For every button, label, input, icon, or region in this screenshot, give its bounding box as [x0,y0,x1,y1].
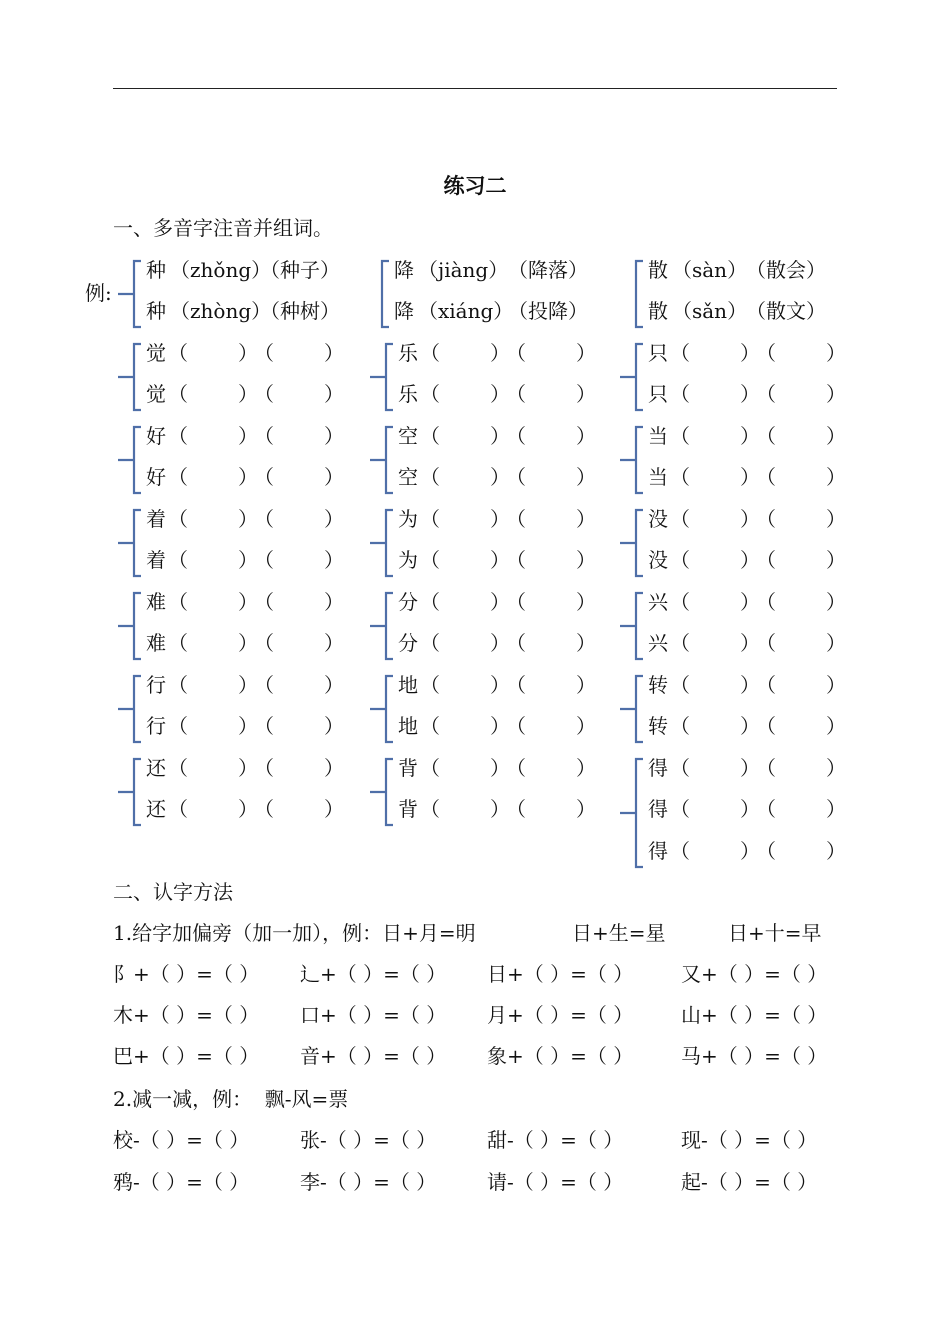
exercise-char: 还 [146,797,166,821]
exercise-item [118,753,343,831]
header-rule [113,88,837,89]
example-item [620,255,880,333]
exercise-char: 地 [398,714,418,738]
word-blank-close: ） [826,507,846,531]
example-pinyin: （sàn） [672,258,748,282]
word-blank-open[interactable]: （ [506,631,526,655]
example-pinyin: （zhǒng） [170,258,272,282]
bracket-icon [370,753,396,831]
add-radical-example-3: 日+十=早 [728,921,822,945]
word-blank-close: ） [324,590,344,614]
bracket-icon [118,255,144,333]
pinyin-blank-close: ） [740,839,760,863]
word-blank-close: ） [826,382,846,406]
exercise-char: 得 [648,797,668,821]
exercise-item [118,587,343,665]
word-blank-close: ） [826,424,846,448]
exercise-item [620,670,845,748]
bracket-icon [620,504,646,582]
exercise-item [118,504,343,582]
exercise-char: 背 [398,756,418,780]
pinyin-blank-open[interactable]: （ [670,548,690,572]
bracket-icon [620,255,646,333]
pinyin-blank-open[interactable]: （ [168,382,188,406]
word-blank-open[interactable]: （ [254,548,274,572]
word-blank-close: ） [826,839,846,863]
word-blank-close: ） [826,548,846,572]
add-radical-exercise[interactable]: 口+（ ）=（ ） [300,1003,447,1027]
word-blank-open[interactable]: （ [506,424,526,448]
pinyin-blank-open[interactable]: （ [420,548,440,572]
word-blank-open[interactable]: （ [254,507,274,531]
word-blank-close: ） [324,382,344,406]
pinyin-blank-close: ） [740,673,760,697]
pinyin-blank-close: ） [740,424,760,448]
pinyin-blank-open[interactable]: （ [420,631,440,655]
subtract-exercise[interactable]: 甜-（ ）=（ ） [487,1128,624,1152]
bracket-icon [620,753,646,873]
word-blank-open[interactable]: （ [506,673,526,697]
exercise-char: 行 [146,673,166,697]
exercise-char: 好 [146,465,166,489]
pinyin-blank-close: ） [740,548,760,572]
pinyin-blank-open[interactable]: （ [420,507,440,531]
word-blank-open[interactable]: （ [254,756,274,780]
exercise-char: 没 [648,507,668,531]
pinyin-blank-close: ） [740,714,760,738]
exercise-char: 分 [398,631,418,655]
add-radical-exercise[interactable]: 巴+（ ）=（ ） [113,1044,260,1068]
pinyin-blank-open[interactable]: （ [168,714,188,738]
pinyin-blank-close: ） [238,714,258,738]
word-blank-close: ） [576,631,596,655]
pinyin-blank-open[interactable]: （ [420,341,440,365]
word-blank-close: ） [576,507,596,531]
word-blank-open[interactable]: （ [756,590,776,614]
example-char: 降 [394,258,414,282]
exercise-item [620,421,845,499]
exercise-char: 只 [648,382,668,406]
pinyin-blank-close: ） [238,465,258,489]
exercise-item [118,421,343,499]
word-blank-close: ） [826,590,846,614]
word-blank-close: ） [826,714,846,738]
exercise-item [118,670,343,748]
word-blank-open[interactable]: （ [756,756,776,780]
add-radical-exercise[interactable]: 日+（ ）=（ ） [487,962,634,986]
subtract-exercise[interactable]: 鸦-（ ）=（ ） [113,1170,250,1194]
pinyin-blank-open[interactable]: （ [670,631,690,655]
example-pinyin: （jiàng） [418,258,509,282]
pinyin-blank-close: ） [740,590,760,614]
pinyin-blank-close: ） [490,424,510,448]
subtract-exercise[interactable]: 现-（ ）=（ ） [681,1128,818,1152]
word-blank-close: ） [324,465,344,489]
exercise-char: 乐 [398,341,418,365]
exercise-char: 兴 [648,590,668,614]
pinyin-blank-open[interactable]: （ [670,507,690,531]
pinyin-blank-close: ） [490,756,510,780]
pinyin-blank-open[interactable]: （ [670,714,690,738]
word-blank-close: ） [576,465,596,489]
pinyin-blank-open[interactable]: （ [168,673,188,697]
bracket-icon [118,670,144,748]
pinyin-blank-close: ） [238,797,258,821]
bracket-icon [370,421,396,499]
bracket-icon [620,421,646,499]
word-blank-close: ） [826,341,846,365]
word-blank-open[interactable]: （ [756,424,776,448]
exercise-item [370,338,595,416]
word-blank-close: ） [826,465,846,489]
pinyin-blank-close: ） [490,341,510,365]
bracket-icon [118,504,144,582]
word-blank-open[interactable]: （ [756,382,776,406]
pinyin-blank-close: ） [238,631,258,655]
exercise-item [370,670,595,748]
exercise-item [620,753,845,873]
word-blank-close: ） [324,756,344,780]
word-blank-open[interactable]: （ [756,714,776,738]
pinyin-blank-open[interactable]: （ [420,673,440,697]
add-radical-example-2: 日+生=星 [572,921,666,945]
exercise-char: 觉 [146,341,166,365]
section1-heading: 一、多音字注音并组词。 [113,216,333,240]
exercise-item [620,587,845,665]
pinyin-blank-close: ） [740,465,760,489]
exercise-char: 还 [146,756,166,780]
pinyin-blank-open[interactable]: （ [168,590,188,614]
word-blank-close: ） [576,673,596,697]
word-blank-open[interactable]: （ [254,465,274,489]
exercise-item [370,504,595,582]
pinyin-blank-close: ） [740,507,760,531]
word-blank-close: ） [324,548,344,572]
pinyin-blank-close: ） [490,507,510,531]
pinyin-blank-close: ） [490,714,510,738]
word-blank-close: ） [826,673,846,697]
example-char: 种 [146,258,166,282]
bracket-icon [118,338,144,416]
pinyin-blank-open[interactable]: （ [168,548,188,572]
pinyin-blank-open[interactable]: （ [420,590,440,614]
bracket-icon [118,421,144,499]
example-char: 散 [648,299,668,323]
pinyin-blank-close: ） [740,756,760,780]
word-blank-close: ） [576,548,596,572]
word-blank-open[interactable]: （ [254,714,274,738]
pinyin-blank-close: ） [238,673,258,697]
pinyin-blank-close: ） [238,424,258,448]
word-blank-close: ） [576,424,596,448]
word-blank-close: ） [324,631,344,655]
pinyin-blank-close: ） [238,548,258,572]
exercise-char: 乐 [398,382,418,406]
word-blank-open[interactable]: （ [506,507,526,531]
example-char: 降 [394,299,414,323]
word-blank-open[interactable]: （ [756,341,776,365]
pinyin-blank-close: ） [740,631,760,655]
word-blank-open[interactable]: （ [756,548,776,572]
word-blank-open[interactable]: （ [506,382,526,406]
word-blank-open[interactable]: （ [506,465,526,489]
add-radical-exercise[interactable]: 辶+（ ）=（ ） [300,962,447,986]
word-blank-open[interactable]: （ [756,507,776,531]
word-blank-open[interactable]: （ [254,382,274,406]
example-pinyin: （zhòng） [170,299,272,323]
exercise-char: 为 [398,507,418,531]
subtract-exercise[interactable]: 请-（ ）=（ ） [487,1170,624,1194]
bracket-icon [370,338,396,416]
exercise-char: 兴 [648,631,668,655]
add-radical-exercise[interactable]: 马+（ ）=（ ） [681,1044,828,1068]
pinyin-blank-close: ） [740,797,760,821]
word-blank-open[interactable]: （ [506,341,526,365]
bracket-icon [118,753,144,831]
exercise-char: 觉 [146,382,166,406]
word-blank-open[interactable]: （ [506,756,526,780]
exercise-char: 当 [648,424,668,448]
bracket-icon [620,587,646,665]
subtract-exercise[interactable]: 张-（ ）=（ ） [300,1128,437,1152]
exercise-char: 背 [398,797,418,821]
word-blank-open[interactable]: （ [254,631,274,655]
pinyin-blank-open[interactable]: （ [670,797,690,821]
word-blank-close: ） [576,341,596,365]
exercise-char: 为 [398,548,418,572]
pinyin-blank-open[interactable]: （ [670,465,690,489]
word-blank-close: ） [324,341,344,365]
exercise-item [620,338,845,416]
pinyin-blank-open[interactable]: （ [670,424,690,448]
pinyin-blank-open[interactable]: （ [420,382,440,406]
pinyin-blank-close: ） [238,341,258,365]
add-radical-exercise[interactable]: 山+（ ）=（ ） [681,1003,828,1027]
bracket-icon [366,255,392,333]
exercise-char: 着 [146,507,166,531]
word-blank-close: ） [324,507,344,531]
pinyin-blank-open[interactable]: （ [670,341,690,365]
add-radical-exercise[interactable]: 又+（ ）=（ ） [681,962,828,986]
exercise-item [118,338,343,416]
exercise-char: 空 [398,465,418,489]
bracket-icon [620,670,646,748]
pinyin-blank-close: ） [490,590,510,614]
pinyin-blank-close: ） [490,548,510,572]
subtract-exercise[interactable]: 起-（ ）=（ ） [681,1170,818,1194]
word-blank-open[interactable]: （ [756,673,776,697]
bracket-icon [620,338,646,416]
add-radical-exercise[interactable]: 月+（ ）=（ ） [487,1003,634,1027]
pinyin-blank-close: ） [238,507,258,531]
example-char: 散 [648,258,668,282]
word-blank-close: ） [324,424,344,448]
exercise-item [370,587,595,665]
page-title: 练习二 [443,174,507,198]
exercise-char: 着 [146,548,166,572]
pinyin-blank-close: ） [740,382,760,406]
add-radical-exercise[interactable]: 象+（ ）=（ ） [487,1044,634,1068]
example-char: 种 [146,299,166,323]
bracket-icon [370,504,396,582]
exercise-item [620,504,845,582]
bracket-icon [370,670,396,748]
pinyin-blank-open[interactable]: （ [420,465,440,489]
exercise-char: 转 [648,714,668,738]
pinyin-blank-open[interactable]: （ [670,673,690,697]
word-blank-open[interactable]: （ [756,465,776,489]
add-radical-exercise[interactable]: 音+（ ）=（ ） [300,1044,447,1068]
pinyin-blank-open[interactable]: （ [670,839,690,863]
pinyin-blank-open[interactable]: （ [420,714,440,738]
word-blank-open[interactable]: （ [254,424,274,448]
exercise-char: 得 [648,839,668,863]
word-blank-open[interactable]: （ [506,797,526,821]
exercise-item [370,753,595,831]
example-word: （散会） [746,258,826,282]
word-blank-close: ） [324,714,344,738]
pinyin-blank-open[interactable]: （ [168,507,188,531]
example-pinyin: （xiáng） [418,299,514,323]
exercise-item [370,421,595,499]
word-blank-close: ） [324,797,344,821]
exercise-char: 好 [146,424,166,448]
add-radical-exercise[interactable]: 木+（ ）=（ ） [113,1003,260,1027]
example-word: （投降） [508,299,588,323]
pinyin-blank-open[interactable]: （ [420,756,440,780]
example-item [118,255,378,333]
pinyin-blank-open[interactable]: （ [670,756,690,780]
example-label: 例: [85,281,112,305]
section2-heading: 二、认字方法 [113,880,233,904]
pinyin-blank-close: ） [490,797,510,821]
bracket-icon [370,587,396,665]
pinyin-blank-open[interactable]: （ [168,631,188,655]
pinyin-blank-close: ） [740,341,760,365]
add-radical-instruction: 1.给字加偏旁（加一加），例：日+月=明 [113,921,476,945]
exercise-char: 分 [398,590,418,614]
word-blank-open[interactable]: （ [506,548,526,572]
pinyin-blank-open[interactable]: （ [670,382,690,406]
word-blank-close: ） [324,673,344,697]
word-blank-open[interactable]: （ [756,631,776,655]
pinyin-blank-open[interactable]: （ [168,756,188,780]
word-blank-open[interactable]: （ [756,797,776,821]
word-blank-open[interactable]: （ [756,839,776,863]
pinyin-blank-close: ） [490,631,510,655]
word-blank-close: ） [576,590,596,614]
word-blank-open[interactable]: （ [254,673,274,697]
example-word: （散文） [746,299,826,323]
exercise-char: 没 [648,548,668,572]
word-blank-open[interactable]: （ [254,797,274,821]
subtract-exercise[interactable]: 李-（ ）=（ ） [300,1170,437,1194]
word-blank-open[interactable]: （ [506,590,526,614]
word-blank-close: ） [576,797,596,821]
exercise-char: 转 [648,673,668,697]
pinyin-blank-close: ） [490,465,510,489]
pinyin-blank-close: ） [238,382,258,406]
bracket-icon [118,587,144,665]
pinyin-blank-close: ） [490,673,510,697]
word-blank-close: ） [826,756,846,780]
word-blank-open[interactable]: （ [254,590,274,614]
subtract-instruction: 2.减一减，例： 飘-风=票 [113,1087,349,1111]
pinyin-blank-open[interactable]: （ [420,424,440,448]
pinyin-blank-close: ） [238,590,258,614]
subtract-exercise[interactable]: 校-（ ）=（ ） [113,1128,250,1152]
exercise-char: 当 [648,465,668,489]
exercise-char: 得 [648,756,668,780]
pinyin-blank-open[interactable]: （ [168,341,188,365]
pinyin-blank-open[interactable]: （ [420,797,440,821]
example-item [366,255,626,333]
pinyin-blank-open[interactable]: （ [168,465,188,489]
exercise-char: 只 [648,341,668,365]
example-word: （种子） [260,258,340,282]
pinyin-blank-close: ） [238,756,258,780]
word-blank-close: ） [576,382,596,406]
word-blank-open[interactable]: （ [254,341,274,365]
exercise-char: 难 [146,590,166,614]
pinyin-blank-open[interactable]: （ [168,797,188,821]
pinyin-blank-close: ） [490,382,510,406]
example-word: （降落） [508,258,588,282]
word-blank-open[interactable]: （ [506,714,526,738]
word-blank-close: ） [826,631,846,655]
pinyin-blank-open[interactable]: （ [168,424,188,448]
word-blank-close: ） [576,756,596,780]
word-blank-close: ） [826,797,846,821]
exercise-char: 难 [146,631,166,655]
word-blank-close: ） [576,714,596,738]
exercise-char: 地 [398,673,418,697]
pinyin-blank-open[interactable]: （ [670,590,690,614]
exercise-char: 行 [146,714,166,738]
add-radical-exercise[interactable]: 阝+（ ）=（ ） [113,962,260,986]
example-pinyin: （sǎn） [672,299,748,323]
example-word: （种树） [260,299,340,323]
exercise-char: 空 [398,424,418,448]
